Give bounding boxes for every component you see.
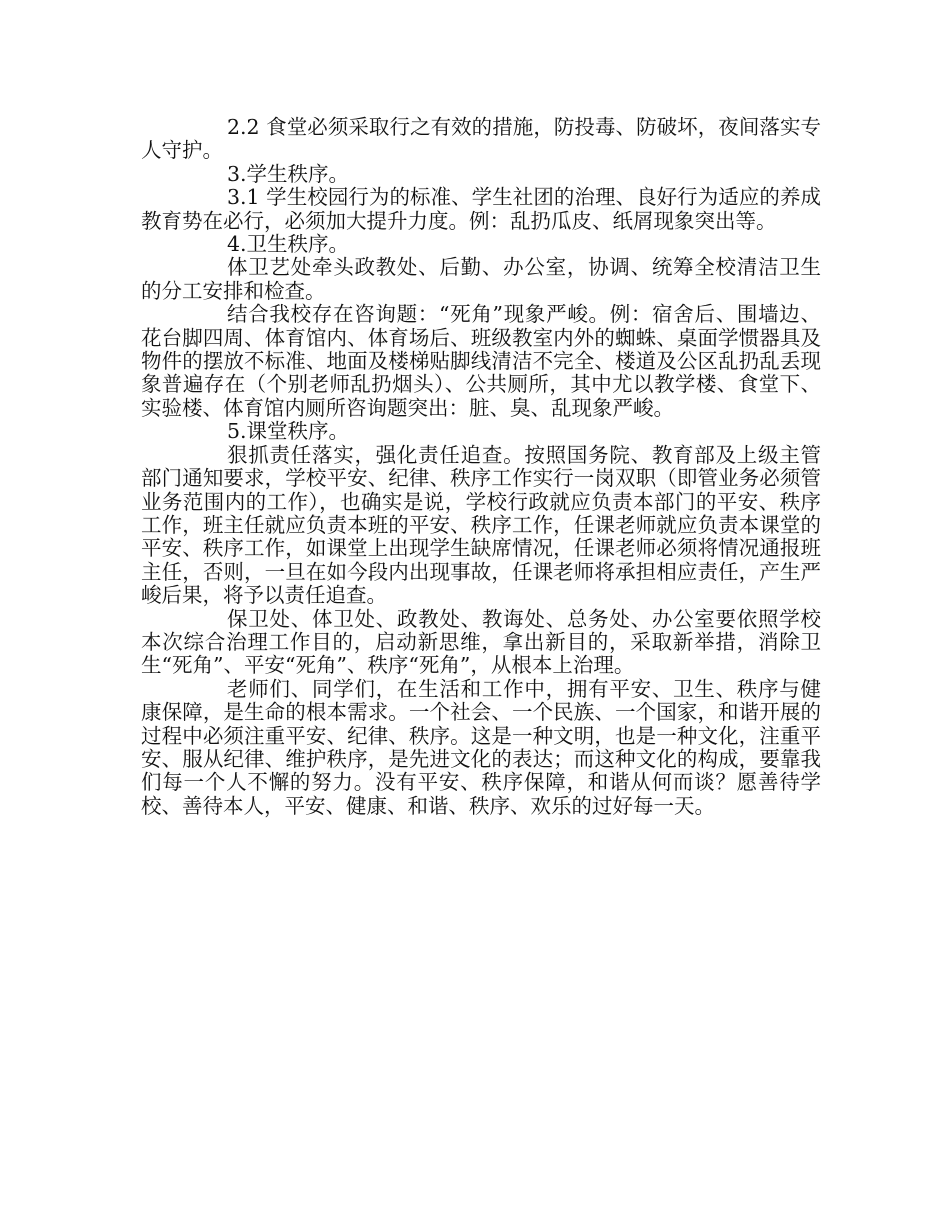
heading-student-order: 3.学生秩序。 — [227, 161, 350, 186]
heading-classroom-order: 5.课堂秩序。 — [227, 419, 350, 444]
paragraph-hygiene-coordination: 体卫艺处牵头政教处、后勤、办公室，协调、统筹全校清洁卫生的分工安排和检查。 — [141, 255, 821, 303]
paragraph-responsibility: 狠抓责任落实，强化责任追查。按照国务院、教育部及上级主管部门通知要求，学校平安、纪律、秩序工作实行一岗双职（即管业务必须管业务范围内的工作），也确实是说，学校行政就应负责本部门的平安、秩序工作，班主任就应负责本班的平安、秩序工作，任课老师就应负责本课堂的平安、秩序工作，如课堂上出现学生缺席情况，任课老师必须将情况通报班主任，否则，一旦在如今段内出现事故，任课老师将承担相应责任，产生严峻后果，将予以责任追查。 — [141, 442, 821, 608]
paragraph-departments: 保卫处、体卫处、政教处、教诲处、总务处、办公室要依照学校本次综合治理工作目的，启动新思维，拿出新目的，采取新举措，消除卫生“死角”、平安“死角”、秩序“死角”，从根本上治理。 — [141, 606, 821, 678]
heading-hygiene-order: 4.卫生秩序。 — [227, 232, 350, 257]
paragraph-closing: 老师们、同学们，在生活和工作中，拥有平安、卫生、秩序与健康保障，是生命的根本需求。一个社会、一个民族、一个国家，和谐开展的过程中必须注重平安、纪律、秩序。这是一种文明，也是一种文化，注重平安、服从纪律、维护秩序，是先进文化的表达；而这种文化的构成，要靠我们每一个人不懈的努力。没有平安、秩序保障，和谐从何而谈？愿善待学校、善待本人，平安、健康、和谐、秩序、欢乐的过好每一天。 — [141, 676, 821, 818]
paragraph-hygiene-problems: 结合我校存在咨询题：“死角”现象严峻。例：宿舍后、围墙边、花台脚四周、体育馆内、体育场后、班级教室内外的蜘蛛、桌面学惯器具及物件的摆放不标准、地面及楼梯贴脚线清洁不完全、楼道及公区乱扔乱丢现象普遍存在（个别老师乱扔烟头）、公共厕所，其中尤以教学楼、食堂下、实验楼、体育馆内厕所咨询题突出：脏、臭、乱现象严峻。 — [141, 302, 821, 420]
paragraph-student-behavior: 3.1 学生校园行为的标准、学生社团的治理、良好行为适应的养成教育势在必行，必须加大提升力度。例：乱扔瓜皮、纸屑现象突出等。 — [141, 185, 821, 233]
document-body — [141, 116, 821, 818]
paragraph-canteen-security: 2.2 食堂必须采取行之有效的措施，防投毒、防破坏，夜间落实专人守护。 — [141, 115, 821, 163]
